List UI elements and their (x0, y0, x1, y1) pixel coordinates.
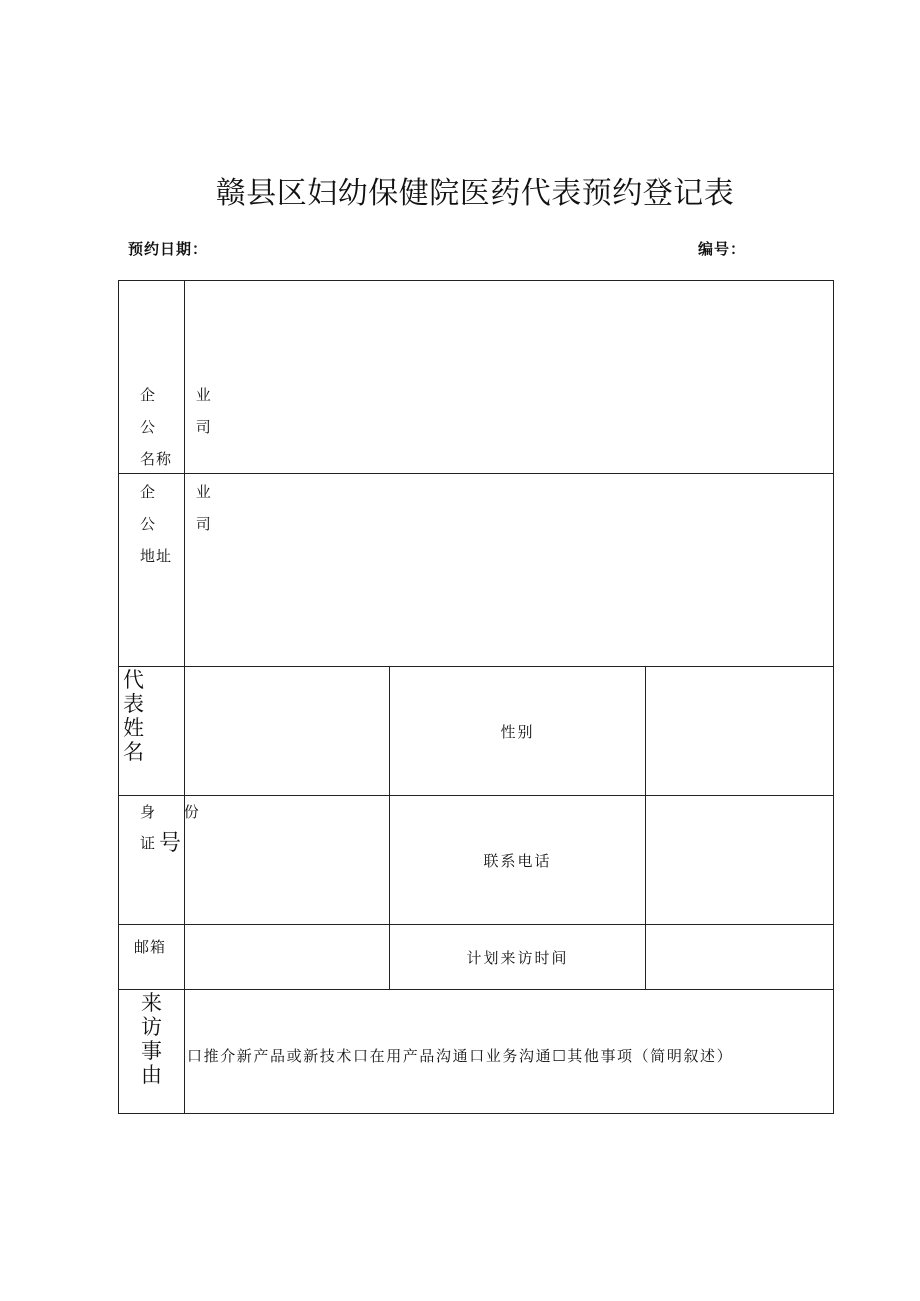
email-label: 邮箱 (134, 938, 167, 956)
company-name-field[interactable] (185, 281, 833, 472)
company-address-label (140, 476, 229, 572)
rep-name-field[interactable] (185, 667, 388, 794)
visit-purpose-options[interactable]: 口推介新产品或新技术口在用产品沟通口业务沟通☐其他事项（简明叙述） (187, 1047, 734, 1065)
label-char: 号 (159, 831, 183, 856)
label-line: 企 业 (140, 386, 229, 404)
label-char: 姓 (123, 716, 144, 740)
label-char: 表 (123, 692, 144, 716)
label-char: 代 (123, 668, 144, 692)
company-address-field[interactable] (185, 474, 833, 665)
phone-field[interactable] (646, 796, 833, 923)
label-line: 公 司 (140, 515, 229, 533)
appointment-date-label: 预约日期： (128, 240, 209, 258)
email-field[interactable] (185, 925, 388, 988)
label-line: 公 司 (140, 418, 229, 436)
rep-name-label (123, 668, 144, 764)
gender-label: 性别 (500, 723, 535, 741)
label-line: 身 份 (140, 803, 211, 821)
company-name-label (140, 379, 229, 475)
phone-label: 联系电话 (483, 852, 552, 870)
label-char: 来 (141, 991, 162, 1015)
column-divider (389, 666, 390, 989)
gender-field[interactable] (646, 667, 833, 794)
row-divider (118, 989, 834, 990)
id-number-label (140, 797, 211, 858)
label-line: 名称 (140, 450, 173, 468)
form-number-label: 编号： (698, 240, 747, 258)
visit-purpose-label (141, 991, 162, 1087)
label-char: 事 (141, 1039, 162, 1063)
label-line: 地址 (140, 547, 173, 565)
label-line: 企 业 (140, 483, 229, 501)
form-title: 赣县区妇幼保健院医药代表预约登记表 (215, 176, 735, 211)
label-char: 证 (140, 834, 160, 852)
label-char: 访 (141, 1015, 162, 1039)
visit-time-label: 计划来访时间 (466, 949, 569, 967)
visit-time-field[interactable] (646, 925, 833, 988)
label-char: 由 (141, 1063, 162, 1087)
label-line (140, 827, 211, 858)
id-number-field[interactable] (185, 796, 388, 923)
label-char: 名 (123, 740, 144, 764)
